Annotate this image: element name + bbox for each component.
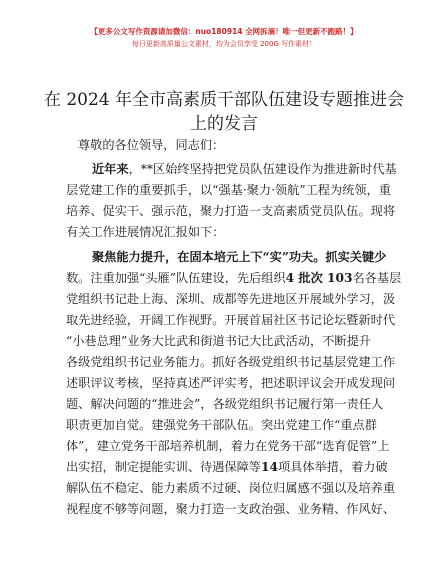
text-run: 出实招，制定提能实训、待遇保障等 — [66, 460, 261, 474]
paragraph-1-line-4: 有关工作进展情况汇报如下： — [66, 225, 225, 239]
paragraph-2-line-3: 党组织书记赴上海、深圳、成都等先进地区开展域外学习，汲 — [66, 292, 396, 306]
bold-number: 4 批次 103 — [285, 271, 353, 285]
paragraph-2-line-5: “小巷总理”业务大比武和街道书记大比武活动，不断提升 — [66, 334, 371, 348]
paragraph-2-line-7: 述职评议考核，坚持真述严评实考，把述职评议会开成发现问 — [66, 376, 396, 390]
paragraph-2-line-6: 各级党组织书记业务能力。抓好各级党组织书记基层党建工作 — [66, 355, 396, 369]
paragraph-2-line-12: 解队伍不稳定、能力素质不过硬、岗位归属感不强以及培养重 — [66, 481, 396, 495]
bold-number: 14 — [261, 460, 278, 474]
paragraph-2-line-9: 职责更加自觉。建强党务干部队伍。突出党建工作“重点群 — [66, 418, 377, 432]
paragraph-2-line-2 — [66, 269, 402, 286]
promo-banner — [0, 0, 448, 60]
text-run: 名各基层 — [352, 271, 402, 285]
paragraph-2-line-8: 题、解决问题的“推进会”，各级党组织书记履行第一责任人 — [66, 397, 384, 411]
paragraph-2-heading: 聚焦能力提升，在固本培元上下“实”功夫。抓实关键少 — [92, 250, 387, 264]
lead-in-bold: 近年来 — [92, 162, 129, 176]
paragraph-2-line-10: 体”，建立党务干部培养机制，着力在党务干部“选育促管”上 — [66, 439, 390, 453]
text-run: ，**区始终坚持把党员队伍建设作为推进新时代基 — [128, 162, 397, 176]
text-run: 数。注重加强“头雁”队伍建设，先后组织 — [66, 271, 286, 285]
paragraph-2-line-11 — [66, 458, 388, 475]
paragraph-2-line-4: 取先进经验，开阔工作视野。开展首届社区书记论坛暨新时代 — [66, 313, 396, 327]
document-title: 在 2024 年全市高素质干部队伍建设专题推进会上的发言 — [43, 90, 405, 134]
paragraph-1-line-3: 培养、促实干、强示范，聚力打造一支高素质党员队伍。现将 — [66, 204, 396, 218]
paragraph-2-line-13: 视程度不够等问题，聚力打造一支政治强、业务精、作风好、 — [66, 502, 396, 516]
salutation: 尊敬的各位领导，同志们： — [78, 138, 225, 152]
text-run: 项具体举措，着力破 — [277, 460, 388, 474]
paragraph-1-line-2: 层党建工作的重要抓手，以“强基·聚力·领航”工程为统领，重 — [66, 183, 391, 197]
banner-line-2: 每日更新高质量公文素材，均为会员享受 200G 写作素材！ — [131, 40, 317, 48]
paragraph-1-line-1 — [92, 160, 397, 177]
banner-line-1: 【更多公文写作资源请加微信：nuo180914 全网拆滴！唯一但更新不跑路！】 — [90, 27, 358, 36]
